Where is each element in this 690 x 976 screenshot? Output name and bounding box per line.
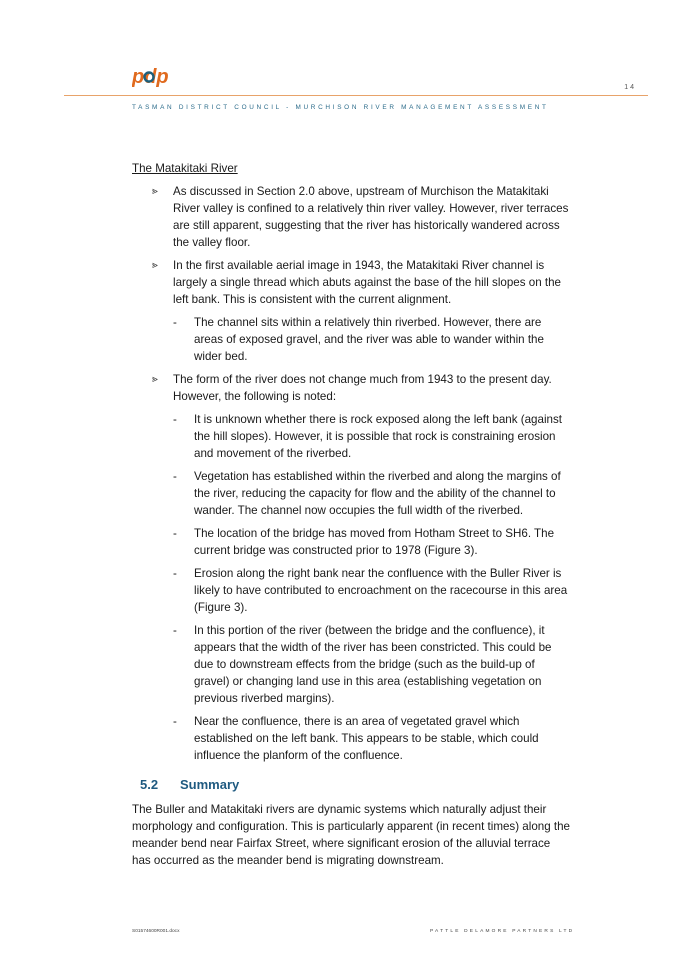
bullet-icon: ⪢ (152, 186, 158, 197)
list-item (132, 371, 572, 764)
list-item (132, 183, 572, 251)
section-number: 5.2 (140, 777, 159, 792)
logo-text: pdp (132, 66, 169, 88)
bullet-icon: ⪢ (152, 374, 158, 385)
sub-list-item (173, 565, 572, 616)
summary-paragraph: The Buller and Matakitaki rivers are dynamic systems which naturally adjust their morphology and configuration. This is particularly apparent (in recent times) along the meander bend near Fairfax Street, where significant erosion of the alluvial terrace has occurred as the meander bend is migrating downstream. (132, 803, 571, 867)
dash-icon: - (173, 413, 177, 426)
bullet-text: In the first available aerial image in 1943, the Matakitaki River channel is largely a single thread which abuts against the base of the hill slopes on the left bank. This is consistent with the current alignment. (173, 259, 561, 306)
dash-icon: - (173, 470, 177, 483)
sub-item-text: Vegetation has established within the riverbed and along the margins of the river, reducing the capacity for flow and the ability of the channel to wander. The channel now occupies the full width of the riverbed. (194, 470, 561, 517)
bullet-list (132, 183, 572, 764)
list-item (132, 257, 572, 365)
bullet-icon: ⪢ (152, 260, 158, 271)
sub-list-item (173, 314, 572, 365)
sub-item-text: In this portion of the river (between the bridge and the confluence), it appears that the width of the river has been constricted. This could be due to downstream effects from the bridge (such as the build-up of gravel) or changing land use in this area (establishing vegetation on previous riverbed margins). (194, 624, 552, 705)
bullet-text: As discussed in Section 2.0 above, upstream of Murchison the Matakitaki River valley is confined to a relatively thin river valley. However, river terraces are still apparent, suggesting that the river has historically wandered across the valley floor. (173, 185, 569, 249)
sub-list-item (173, 411, 572, 462)
footer-doc-ref: S01574600R001.docx (132, 929, 180, 934)
bullet-text: The form of the river does not change much from 1943 to the present day. However, the following is noted: (173, 373, 552, 403)
sub-list (173, 314, 572, 365)
sub-item-text: The channel sits within a relatively thin riverbed. However, there are areas of exposed gravel, and the river was able to wander within the wider bed. (194, 316, 544, 363)
dash-icon: - (173, 624, 177, 637)
pdp-logo (132, 66, 178, 90)
header-title: TASMAN DISTRICT COUNCIL - MURCHISON RIVER MANAGEMENT ASSESSMENT (132, 104, 549, 111)
sub-item-text: Near the confluence, there is an area of vegetated gravel which established on the left bank. This appears to be stable, which could influence the planform of the confluence. (194, 715, 539, 762)
document-body (132, 160, 572, 869)
summary-heading (132, 776, 572, 793)
dash-icon: - (173, 527, 177, 540)
footer-company: PATTLE DELAMORE PARTNERS LTD (430, 929, 575, 934)
dash-icon: - (173, 567, 177, 580)
sub-list-item (173, 468, 572, 519)
header-divider (64, 95, 648, 96)
sub-list (173, 411, 572, 764)
sub-list-item (173, 525, 572, 559)
page-number: 14 (624, 84, 636, 91)
sub-list-item (173, 713, 572, 764)
dash-icon: - (173, 316, 177, 329)
section-title: The Matakitaki River (132, 162, 238, 175)
section-heading: Summary (180, 777, 240, 792)
sub-item-text: Erosion along the right bank near the confluence with the Buller River is likely to have contributed to encroachment on the racecourse in this area (Figure 3). (194, 567, 568, 614)
sub-item-text: The location of the bridge has moved from Hotham Street to SH6. The current bridge was constructed prior to 1978 (Figure 3). (194, 527, 555, 557)
sub-list-item (173, 622, 572, 707)
dash-icon: - (173, 715, 177, 728)
sub-item-text: It is unknown whether there is rock exposed along the left bank (against the hill slopes). However, it is possible that rock is constraining erosion and movement of the riverbed. (194, 413, 562, 460)
